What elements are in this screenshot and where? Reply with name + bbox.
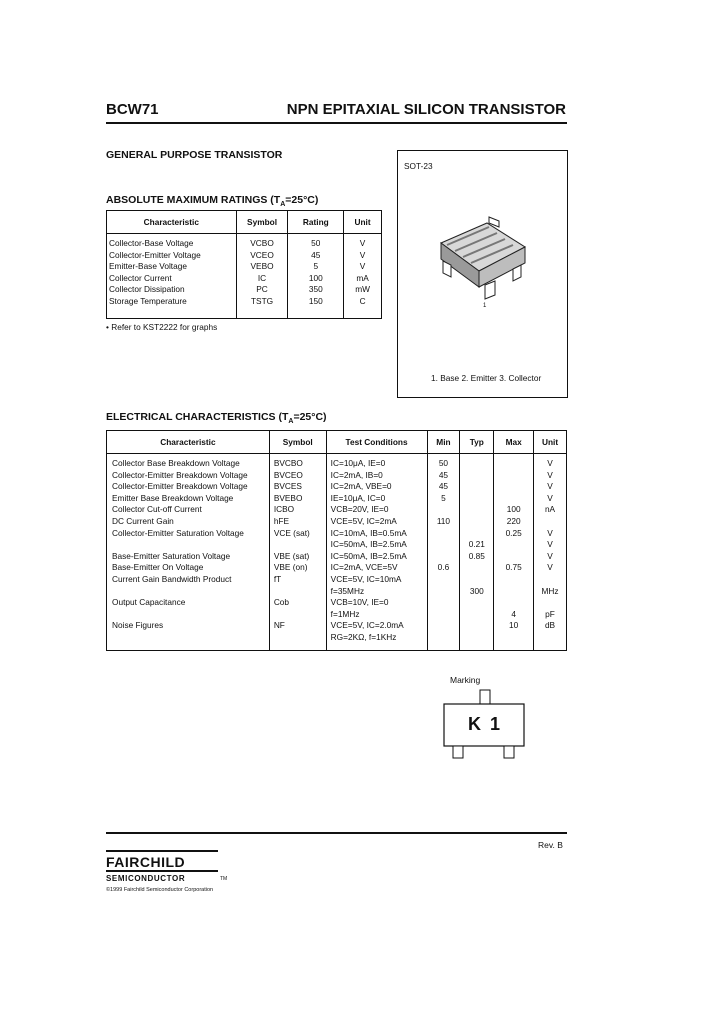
cell-min: 0.6 bbox=[427, 562, 460, 574]
cell-typ bbox=[460, 609, 494, 621]
spacer-cell bbox=[236, 308, 288, 319]
cell-rating: 50 bbox=[288, 234, 344, 250]
cell-characteristic: Base-Emitter On Voltage bbox=[112, 562, 204, 573]
header-rule bbox=[106, 122, 567, 124]
cell-max bbox=[494, 586, 534, 598]
col-symbol: Symbol bbox=[269, 431, 326, 454]
subtitle: GENERAL PURPOSE TRANSISTOR bbox=[106, 149, 283, 161]
cell-unit: V bbox=[534, 551, 567, 563]
col-characteristic: Characteristic bbox=[107, 211, 237, 234]
cell-conditions: VCB=20V, IE=0 bbox=[326, 504, 427, 516]
cell-min bbox=[427, 597, 460, 609]
cell-conditions: f=35MHz bbox=[326, 586, 427, 598]
table-row bbox=[107, 574, 567, 586]
cell-symbol: VEBO bbox=[236, 261, 288, 273]
spacer-cell bbox=[427, 644, 460, 651]
cell-symbol: BVCBO bbox=[269, 454, 326, 470]
cell-min: 50 bbox=[427, 454, 460, 470]
table-row bbox=[107, 586, 567, 598]
cell-conditions: IC=2mA, VCE=5V bbox=[326, 562, 427, 574]
cell-typ: 0.85 bbox=[460, 551, 494, 563]
package-name: SOT-23 bbox=[404, 161, 433, 171]
col-typ: Typ bbox=[460, 431, 494, 454]
table-row bbox=[107, 284, 382, 296]
trademark: TM bbox=[220, 876, 228, 882]
cell-characteristic: Collector-Emitter Saturation Voltage bbox=[112, 527, 244, 538]
cell-rating: 150 bbox=[288, 296, 344, 308]
cell-symbol: ICBO bbox=[269, 504, 326, 516]
cell-characteristic: Current Gain Bandwidth Product bbox=[112, 573, 232, 584]
cell-unit: pF bbox=[534, 609, 567, 621]
table-row bbox=[107, 632, 567, 644]
cell-unit: V bbox=[534, 454, 567, 470]
cell-symbol: VCE (sat) bbox=[269, 528, 326, 540]
cell-max: 0.25 bbox=[494, 528, 534, 540]
cell-characteristic: Collector Cut-off Current bbox=[112, 504, 202, 515]
cell-characteristic: Collector-Emitter Breakdown Voltage bbox=[112, 481, 248, 492]
cell-max: 10 bbox=[494, 620, 534, 632]
cell-conditions: VCE=5V, IC=10mA bbox=[326, 574, 427, 586]
package-pin-legend: 1. Base 2. Emitter 3. Collector bbox=[431, 373, 542, 383]
elec-heading: ELECTRICAL CHARACTERISTICS $(T_A=25^\circ C)$ bbox=[106, 411, 327, 426]
cell-max bbox=[494, 493, 534, 505]
cell-characteristic bbox=[107, 586, 270, 598]
cell-characteristic: Collector Dissipation bbox=[109, 284, 185, 295]
cell-max bbox=[494, 470, 534, 482]
cell-min bbox=[427, 504, 460, 516]
cell-unit: V bbox=[534, 562, 567, 574]
electrical-table bbox=[106, 430, 567, 651]
col-min: Min bbox=[427, 431, 460, 454]
cell-unit bbox=[534, 516, 567, 528]
cell-characteristic bbox=[107, 609, 270, 621]
cell-min bbox=[427, 528, 460, 540]
cell-symbol: VCEO bbox=[236, 250, 288, 262]
cell-symbol: BVCEO bbox=[269, 470, 326, 482]
spacer-cell bbox=[460, 644, 494, 651]
cell-max bbox=[494, 597, 534, 609]
logo-bottom-bar bbox=[106, 870, 218, 872]
cell-symbol bbox=[269, 586, 326, 598]
table-row bbox=[107, 470, 567, 482]
table-row bbox=[107, 597, 567, 609]
cell-unit bbox=[534, 597, 567, 609]
cell-unit: V bbox=[344, 261, 382, 273]
cell-symbol: BVCES bbox=[269, 481, 326, 493]
table-row bbox=[107, 296, 382, 308]
col-test-conditions: Test Conditions bbox=[326, 431, 427, 454]
cell-unit bbox=[534, 632, 567, 644]
cell-min: 110 bbox=[427, 516, 460, 528]
spacer-cell bbox=[326, 644, 427, 651]
cell-symbol: PC bbox=[236, 284, 288, 296]
table-row bbox=[107, 250, 382, 262]
cell-typ bbox=[460, 470, 494, 482]
cell-characteristic: Noise Figures bbox=[112, 620, 164, 631]
cell-characteristic: DC Current Gain bbox=[112, 515, 174, 526]
marking-label: Marking bbox=[450, 675, 481, 685]
semiconductor-wordmark: SEMICONDUCTOR bbox=[106, 874, 186, 883]
cell-symbol: hFE bbox=[269, 516, 326, 528]
cell-unit: V bbox=[344, 250, 382, 262]
cell-min bbox=[427, 539, 460, 551]
cell-conditions: IE=10μA, IC=0 bbox=[326, 493, 427, 505]
cell-typ bbox=[460, 493, 494, 505]
footer-rule bbox=[106, 832, 567, 834]
cell-conditions: VCE=5V, IC=2.0mA bbox=[326, 620, 427, 632]
cell-typ bbox=[460, 597, 494, 609]
cell-unit: V bbox=[534, 470, 567, 482]
col-rating: Rating bbox=[288, 211, 344, 234]
cell-conditions: IC=10μA, IE=0 bbox=[326, 454, 427, 470]
table-row bbox=[107, 551, 567, 563]
cell-min bbox=[427, 551, 460, 563]
cell-typ: 0.21 bbox=[460, 539, 494, 551]
cell-unit: mA bbox=[344, 273, 382, 285]
cell-max bbox=[494, 454, 534, 470]
col-max: Max bbox=[494, 431, 534, 454]
marking-code: K 1 bbox=[468, 714, 503, 734]
cell-characteristic bbox=[107, 539, 270, 551]
cell-typ bbox=[460, 632, 494, 644]
table-row bbox=[107, 273, 382, 285]
cell-typ bbox=[460, 574, 494, 586]
cell-symbol: fT bbox=[269, 574, 326, 586]
cell-symbol bbox=[269, 632, 326, 644]
cell-max: 100 bbox=[494, 504, 534, 516]
fairchild-logo: FAIRCHILD bbox=[106, 854, 186, 870]
cell-conditions: IC=10mA, IB=0.5mA bbox=[326, 528, 427, 540]
cell-max bbox=[494, 574, 534, 586]
cell-characteristic: Collector Base Breakdown Voltage bbox=[112, 458, 240, 468]
cell-unit: mW bbox=[344, 284, 382, 296]
cell-min: 45 bbox=[427, 481, 460, 493]
cell-conditions: RG=2KΩ, f=1KHz bbox=[326, 632, 427, 644]
table-spacer-row bbox=[107, 644, 567, 651]
col-unit: Unit bbox=[534, 431, 567, 454]
cell-min: 5 bbox=[427, 493, 460, 505]
copyright: ©1999 Fairchild Semiconductor Corporation bbox=[106, 887, 214, 893]
cell-min bbox=[427, 632, 460, 644]
cell-characteristic: Collector-Emitter Breakdown Voltage bbox=[112, 469, 248, 480]
table-row bbox=[107, 481, 567, 493]
cell-characteristic: Output Capacitance bbox=[112, 597, 186, 608]
cell-symbol: VCBO bbox=[236, 234, 288, 250]
table-row bbox=[107, 516, 567, 528]
cell-min: 45 bbox=[427, 470, 460, 482]
cell-typ bbox=[460, 562, 494, 574]
cell-characteristic: Emitter Base Breakdown Voltage bbox=[112, 492, 234, 503]
cell-symbol bbox=[269, 609, 326, 621]
spacer-cell bbox=[107, 644, 270, 651]
cell-conditions: f=1MHz bbox=[326, 609, 427, 621]
cell-unit: V bbox=[534, 493, 567, 505]
cell-max bbox=[494, 539, 534, 551]
cell-symbol bbox=[269, 539, 326, 551]
col-unit: Unit bbox=[344, 211, 382, 234]
table-row bbox=[107, 528, 567, 540]
table-row bbox=[107, 234, 382, 250]
cell-rating: 100 bbox=[288, 273, 344, 285]
spacer-cell bbox=[288, 308, 344, 319]
table-row bbox=[107, 504, 567, 516]
table-row bbox=[107, 620, 567, 632]
table-row bbox=[107, 493, 567, 505]
cell-max bbox=[494, 632, 534, 644]
spacer-cell bbox=[344, 308, 382, 319]
cell-characteristic: Collector Current bbox=[109, 272, 172, 283]
spacer-cell bbox=[107, 308, 237, 319]
cell-characteristic: Collector-Base Voltage bbox=[109, 238, 194, 248]
cell-min bbox=[427, 574, 460, 586]
cell-unit bbox=[534, 574, 567, 586]
cell-unit: nA bbox=[534, 504, 567, 516]
cell-characteristic: Emitter-Base Voltage bbox=[109, 261, 187, 272]
cell-unit: dB bbox=[534, 620, 567, 632]
spacer-cell bbox=[269, 644, 326, 651]
col-characteristic: Characteristic bbox=[107, 431, 270, 454]
table-row bbox=[107, 539, 567, 551]
abs-max-note: • Refer to KST2222 for graphs bbox=[106, 322, 218, 332]
cell-rating: 350 bbox=[288, 284, 344, 296]
table-row bbox=[107, 609, 567, 621]
cell-symbol: BVEBO bbox=[269, 493, 326, 505]
cell-min bbox=[427, 586, 460, 598]
cell-symbol: VBE (sat) bbox=[269, 551, 326, 563]
cell-typ bbox=[460, 504, 494, 516]
cell-typ: 300 bbox=[460, 586, 494, 598]
cell-unit: V bbox=[534, 528, 567, 540]
cell-symbol: TSTG bbox=[236, 296, 288, 308]
package-box bbox=[397, 150, 568, 398]
table-row bbox=[107, 562, 567, 574]
cell-max bbox=[494, 551, 534, 563]
revision: Rev. B bbox=[538, 840, 563, 850]
cell-rating: 45 bbox=[288, 250, 344, 262]
cell-conditions: VCB=10V, IE=0 bbox=[326, 597, 427, 609]
cell-unit: C bbox=[344, 296, 382, 308]
cell-characteristic bbox=[107, 632, 270, 644]
cell-symbol: VBE (on) bbox=[269, 562, 326, 574]
abs-max-heading: ABSOLUTE MAXIMUM RATINGS $(T_A=25^\circ C)$ bbox=[106, 194, 319, 209]
abs-max-table bbox=[106, 210, 382, 319]
table-row bbox=[107, 454, 567, 470]
cell-max: 220 bbox=[494, 516, 534, 528]
cell-conditions: IC=50mA, IB=2.5mA bbox=[326, 539, 427, 551]
document-title: NPN EPITAXIAL SILICON TRANSISTOR bbox=[286, 101, 566, 118]
cell-min bbox=[427, 620, 460, 632]
table-spacer-row bbox=[107, 308, 382, 319]
cell-symbol: IC bbox=[236, 273, 288, 285]
cell-conditions: VCE=5V, IC=2mA bbox=[326, 516, 427, 528]
cell-typ bbox=[460, 516, 494, 528]
cell-conditions: IC=50mA, IB=2.5mA bbox=[326, 551, 427, 563]
cell-symbol: Cob bbox=[269, 597, 326, 609]
cell-unit: MHz bbox=[534, 586, 567, 598]
logo-top-bar bbox=[106, 850, 218, 852]
cell-unit: V bbox=[344, 234, 382, 250]
cell-characteristic: Base-Emitter Saturation Voltage bbox=[112, 550, 231, 561]
spacer-cell bbox=[494, 644, 534, 651]
cell-rating: 5 bbox=[288, 261, 344, 273]
cell-unit: V bbox=[534, 481, 567, 493]
table-row bbox=[107, 261, 382, 273]
cell-characteristic: Collector-Emitter Voltage bbox=[109, 249, 201, 260]
cell-unit: V bbox=[534, 539, 567, 551]
part-number: BCW71 bbox=[106, 101, 159, 118]
cell-typ bbox=[460, 454, 494, 470]
cell-typ bbox=[460, 481, 494, 493]
cell-typ bbox=[460, 620, 494, 632]
col-symbol: Symbol bbox=[236, 211, 288, 234]
cell-max: 0.75 bbox=[494, 562, 534, 574]
cell-max bbox=[494, 481, 534, 493]
cell-min bbox=[427, 609, 460, 621]
cell-conditions: IC=2mA, IB=0 bbox=[326, 470, 427, 482]
package-pin-label: 1 bbox=[483, 303, 487, 309]
sot23-package-icon bbox=[433, 211, 533, 311]
cell-typ bbox=[460, 528, 494, 540]
cell-characteristic: Storage Temperature bbox=[109, 295, 187, 306]
spacer-cell bbox=[534, 644, 567, 651]
cell-max: 4 bbox=[494, 609, 534, 621]
cell-conditions: IC=2mA, VBE=0 bbox=[326, 481, 427, 493]
cell-symbol: NF bbox=[269, 620, 326, 632]
